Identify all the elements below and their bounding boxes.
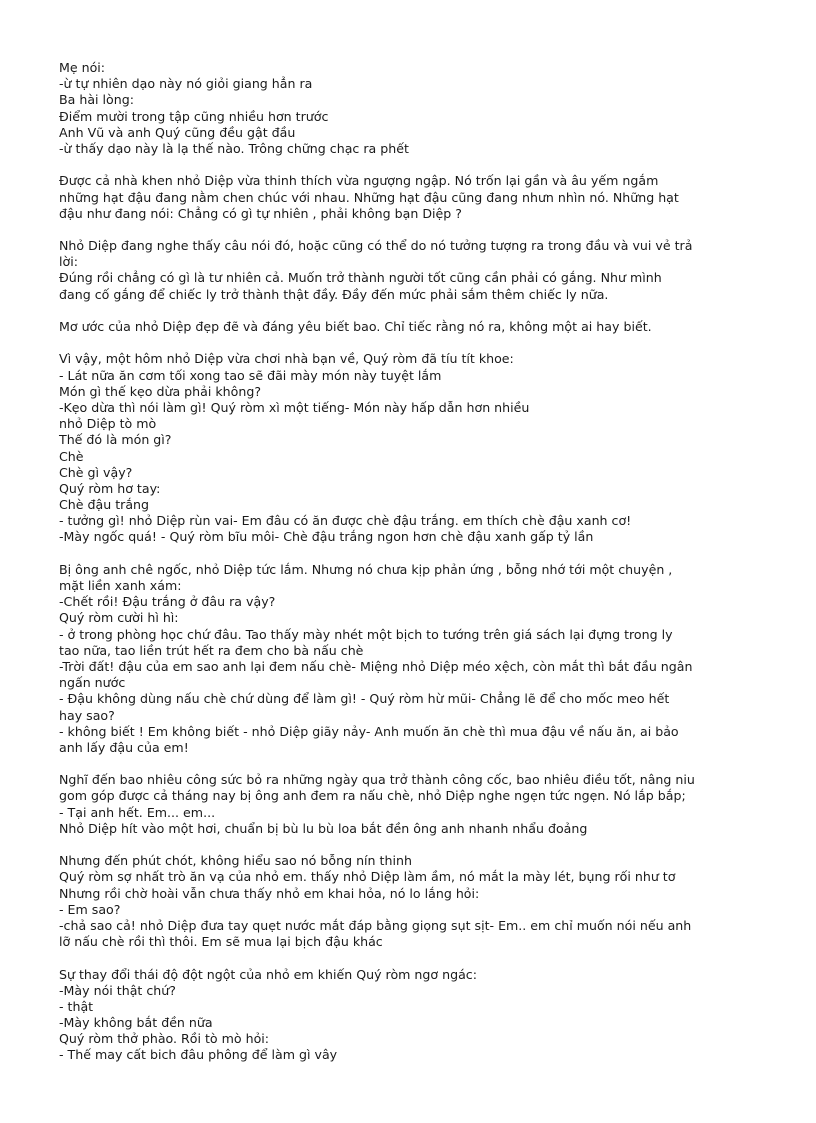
text-line: Quý ròm thở phào. Rồi tò mò hỏi: [59, 1031, 270, 1047]
text-line: Vì vậy, một hôm nhỏ Diệp vừa chơi nhà bạn về, Quý ròm đã tíu tít khoe: [59, 351, 514, 367]
text-line: -Kẹo dừa thì nói làm gì! Quý ròm xì một tiếng- Món này hấp dẫn hơn nhiều [59, 399, 530, 415]
text-line: -Mày không bắt đền nữa [59, 1015, 213, 1031]
text-line: ngấn nước [59, 675, 126, 691]
paragraph-gap [59, 157, 774, 173]
text-line: -ừ thấy dạo này là lạ thế nào. Trông chững chạc ra phết [59, 140, 409, 156]
text-line: Ba hài lòng: [59, 92, 134, 108]
text-line: -Trời đất! đậu của em sao anh lại đem nấu chè- Miệng nhỏ Diệp méo xệch, còn mắt thì bắt đầu ngân [59, 658, 693, 674]
text-line: - ở trong phòng học chứ đâu. Tao thấy mày nhét một bịch to tướng trên giá sách lại đựng trong ly [59, 626, 673, 642]
text-line: đang cố gắng để chiếc ly trở thành thật đầy. Đầy đến mức phải sắm thêm chiếc ly nữa. [59, 286, 609, 302]
text-line: Nhỏ Diệp đang nghe thấy câu nói đó, hoặc cũng có thể do nó tưởng tượng ra trong đầu và vui vẻ trả [59, 238, 693, 254]
paragraph-gap [59, 222, 774, 238]
text-line: - thật [59, 998, 94, 1014]
text-line: tao nữa, tao liền trút hết ra đem cho bà nấu chè [59, 642, 364, 658]
text-line: hay sao? [59, 707, 115, 723]
text-line: Nghĩ đến bao nhiêu công sức bỏ ra những ngày qua trở thành công cốc, bao nhiêu điều tốt, nâng niu [59, 772, 695, 788]
paragraph [59, 967, 774, 1064]
text-line: Chè đậu trắng [59, 497, 150, 513]
text-line: đậu như đang nói: Chẳng có gì tự nhiên , phải không bạn Diệp ? [59, 205, 462, 221]
text-line: - tưởng gì! nhỏ Diệp rùn vai- Em đâu có ăn được chè đậu trắng. em thích chè đậu xanh cơ! [59, 513, 632, 529]
paragraph [59, 319, 774, 335]
paragraph [59, 562, 774, 756]
text-line: - Tại anh hết. Em... em... [59, 804, 216, 820]
text-line: mặt liền xanh xám: [59, 578, 182, 593]
text-line: Bị ông anh chê ngốc, nhỏ Diệp tức lắm. Nhưng nó chưa kịp phản ứng , bỗng nhớ tới một chuyện , [59, 561, 673, 577]
paragraph-gap [59, 950, 774, 966]
text-line: Quý ròm hơ tay: [59, 480, 161, 496]
text-line: Nhưng rồi chờ hoài vẫn chưa thấy nhỏ em khai hỏa, nó lo lắng hỏi: [59, 885, 480, 901]
text-line: Nhỏ Diệp hít vào một hơi, chuẩn bị bù lu bù loa bắt đền ông anh nhanh nhẩu đoảng [59, 820, 588, 836]
paragraph [59, 351, 774, 545]
paragraph-gap [59, 837, 774, 853]
text-line: nhỏ Diệp tò mò [59, 416, 157, 432]
text-line: Mơ ước của nhỏ Diệp đẹp đẽ và đáng yêu biết bao. Chỉ tiếc rằng nó ra, không một ai hay biết. [59, 319, 652, 334]
paragraph-gap [59, 303, 774, 319]
text-line: Nhưng đến phút chót, không hiểu sao nó bỗng nín thinh [59, 853, 412, 869]
text-line: -Chết rồi! Đậu trắng ở đâu ra vậy? [59, 594, 276, 610]
text-line: - Đậu không dùng nấu chè chứ dùng để làm gì! - Quý ròm hừ mũi- Chẳng lẽ để cho mốc meo hết [59, 691, 670, 707]
paragraph-gap [59, 756, 774, 772]
text-line: - Thế may cất bich đâu phông để làm gì vây [59, 1047, 338, 1063]
text-line: lỡ nấu chè rồi thì thôi. Em sẽ mua lại bịch đậu khác [59, 934, 383, 950]
text-line: Đúng rồi chẳng có gì là tư nhiên cả. Muốn trở thành người tốt cũng cần phải có gắng. Như mình [59, 270, 662, 286]
text-line: Sự thay đổi thái độ đột ngột của nhỏ em khiến Quý ròm ngơ ngác: [59, 966, 477, 982]
text-line: Món gì thế kẹo dừa phải không? [59, 383, 262, 399]
paragraph [59, 772, 774, 837]
paragraph [59, 60, 774, 157]
text-line: những hạt đậu đang nằm chen chúc với nhau. Những hạt đậu cũng đang nhưn nhìn nó. Những hạt [59, 189, 679, 205]
text-line: -Mày ngốc quá! - Quý ròm bĩu môi- Chè đậu trắng ngon hơn chè đậu xanh gấp tỷ lần [59, 529, 594, 545]
text-line: - không biết ! Em không biết - nhỏ Diệp giãy nảy- Anh muốn ăn chè thì mua đậu về nấu ăn, ai bảo [59, 723, 679, 739]
text-line: - Em sao? [59, 901, 121, 917]
text-line: Chè [59, 448, 84, 464]
text-line: lời: [59, 254, 78, 270]
paragraph-gap [59, 546, 774, 562]
text-line: Được cả nhà khen nhỏ Diệp vừa thinh thích vừa ngượng ngập. Nó trốn lại gần và âu yếm ngắm [59, 173, 659, 189]
text-line: Thế đó là món gì? [59, 432, 172, 448]
paragraph [59, 238, 774, 303]
text-line: Quý ròm cười hì hì: [59, 610, 179, 626]
text-line: Mẹ nói: [59, 60, 106, 75]
text-line: gom góp được cả tháng nay bị ông anh đem ra nấu chè, nhỏ Diệp nghe ngẹn tức ngẹn. Nó lắp bắp; [59, 788, 686, 804]
text-line: -ừ tự nhiên dạo này nó giỏi giang hẳn ra [59, 76, 313, 92]
paragraph-gap [59, 335, 774, 351]
paragraph [59, 853, 774, 950]
text-line: anh lấy đậu của em! [59, 739, 189, 755]
paragraph [59, 173, 774, 222]
text-line: Chè gì vậy? [59, 464, 133, 480]
text-line: Anh Vũ và anh Quý cũng đều gật đầu [59, 124, 296, 140]
text-line: Điểm mười trong tập cũng nhiều hơn trước [59, 108, 329, 124]
text-line: Quý ròm sợ nhất trò ăn vạ của nhỏ em. thấy nhỏ Diệp làm ầm, nó mắt la mày lét, bụng rối như tơ [59, 869, 676, 885]
text-line: -chả sao cả! nhỏ Diệp đưa tay quẹt nước mắt đáp bằng giọng sụt sịt- Em.. em chỉ muốn nói nếu anh [59, 917, 692, 933]
text-line: -Mày nói thật chứ? [59, 982, 176, 998]
text-line: - Lát nữa ăn cơm tối xong tao sẽ đãi mày món này tuyệt lắm [59, 367, 442, 383]
document-body [59, 60, 774, 1064]
